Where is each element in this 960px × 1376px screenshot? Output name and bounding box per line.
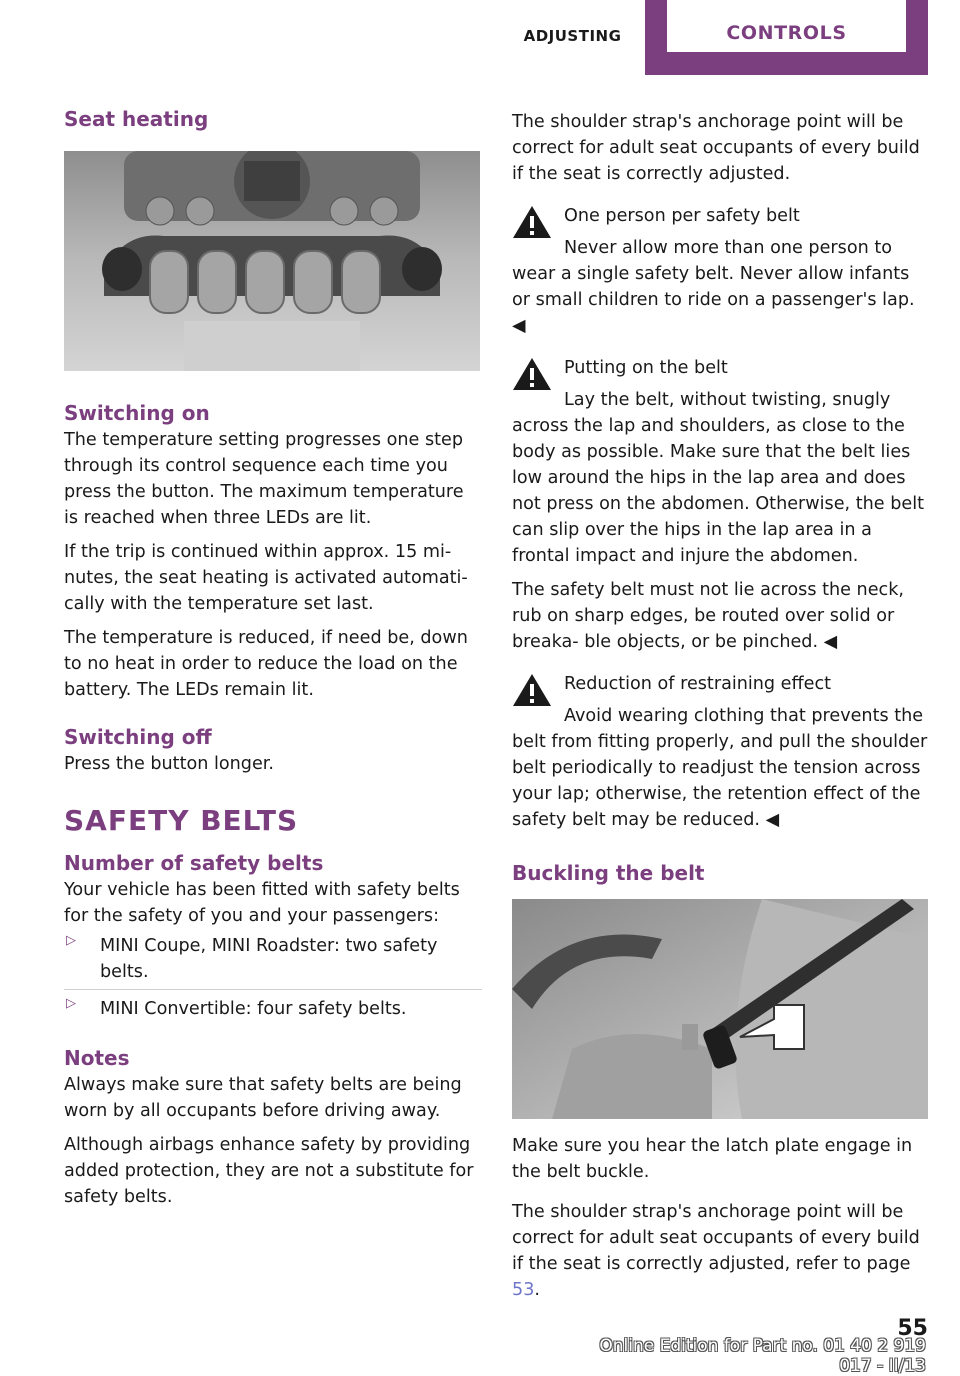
bullet-item [64,996,482,1022]
buckling-paragraph-2-end: . [534,1280,540,1300]
warning-3-text: Avoid wearing clothing that prevents the belt from fitting properly, and pull the shoulder belt periodically to readjust the tension across your lap; otherwise, the retention effect of the safety belt may be reduced. ◀ [512,706,928,830]
intro-paragraph: The shoulder strap's anchorage point will be correct for adult seat occupants of every build if the seat is correctly adjusted. [512,112,920,184]
section-label: ADJUSTING [523,27,622,45]
number-of-belts-heading: Number of safety belts [64,851,324,875]
divider [64,989,482,990]
notes-heading: Notes [64,1046,130,1070]
left-column [64,105,482,1210]
edition-watermark: Online Edition for Part no. 01 40 2 919 017 - II/13 [599,1336,926,1376]
bullet-item [64,933,482,985]
warning-block-1 [512,203,930,339]
switching-on-heading: Switching on [64,401,210,425]
page-number: 55 [897,1316,928,1341]
belt-buckle-illustration [512,899,928,1119]
chapter-tab[interactable] [645,0,928,75]
bullet-mark-icon: ▷ [66,996,76,1011]
warning-triangle-icon [512,673,552,707]
switching-on-paragraph-1: The temperature setting progresses one step through its control sequence each time you press the button. The maximum temperature is reached when three LEDs are lit. [64,430,464,528]
seat-heating-figure [64,151,480,371]
warning-block-2 [512,355,930,655]
warning-2-title: Putting on the belt [564,358,728,378]
chapter-tab-label: CONTROLS [667,0,906,52]
switching-off-paragraph: Press the button longer. [64,754,274,774]
buckling-paragraph-2-text: The shoulder strap's anchorage point will be correct for adult seat occupants of every build if the seat is correctly adjusted, refer to page [512,1202,920,1274]
buckling-heading: Buckling the belt [512,861,705,885]
buckling-paragraph-2 [512,1199,930,1303]
warning-1-text: Never allow more than one person to wear a single safety belt. Never allow infants or small children to ride on a passenger's lap. ◀ [512,238,915,336]
center-console-illustration [64,151,480,371]
switching-on-paragraph-2: If the trip is continued within approx. 15 mi‐ nutes, the seat heating is activated automati‐ cally with the temperature set last. [64,542,468,614]
warning-3-title: Reduction of restraining effect [564,674,832,694]
page-reference-link[interactable]: 53 [512,1280,535,1300]
warning-2-text: Lay the belt, without twisting, snugly across the lap and shoulders, as close to the body as possible. Make sure that the belt lies low around the hips in the lap area and does not press on the abdomen. Otherwise, the belt can slip over the hips in the lap area in a frontal impact and injure the abdomen. [512,390,924,566]
switching-on-paragraph-3: The temperature is reduced, if need be, down to no heat in order to reduce the load on the battery. The LEDs remain lit. [64,628,468,700]
warning-triangle-icon [512,205,552,239]
notes-paragraph-2: Although airbags enhance safety by providing added protection, they are not a substitute for safety belts. [64,1135,474,1207]
buckling-figure [512,899,928,1119]
seat-heating-heading: Seat heating [64,107,209,131]
bullet-text: MINI Convertible: four safety belts. [100,999,407,1019]
number-of-belts-paragraph: Your vehicle has been fitted with safety belts for the safety of you and your passengers: [64,880,460,926]
warning-2-text-continued: The safety belt must not lie across the neck, rub on sharp edges, be routed over solid or breaka‐ ble objects, or be pinched. ◀ [512,580,904,652]
notes-paragraph-1: Always make sure that safety belts are being worn by all occupants before driving away. [64,1075,462,1121]
warning-triangle-icon [512,357,552,391]
switching-off-heading: Switching off [64,725,212,749]
safety-belts-heading: SAFETY BELTS [64,804,299,837]
warning-1-title: One person per safety belt [564,206,800,226]
bullet-mark-icon: ▷ [66,933,76,948]
bullet-text: MINI Coupe, MINI Roadster: two safety belts. [100,936,438,982]
buckling-paragraph-1: Make sure you hear the latch plate engage in the belt buckle. [512,1136,913,1182]
warning-block-3 [512,671,930,833]
right-column [512,105,930,1303]
